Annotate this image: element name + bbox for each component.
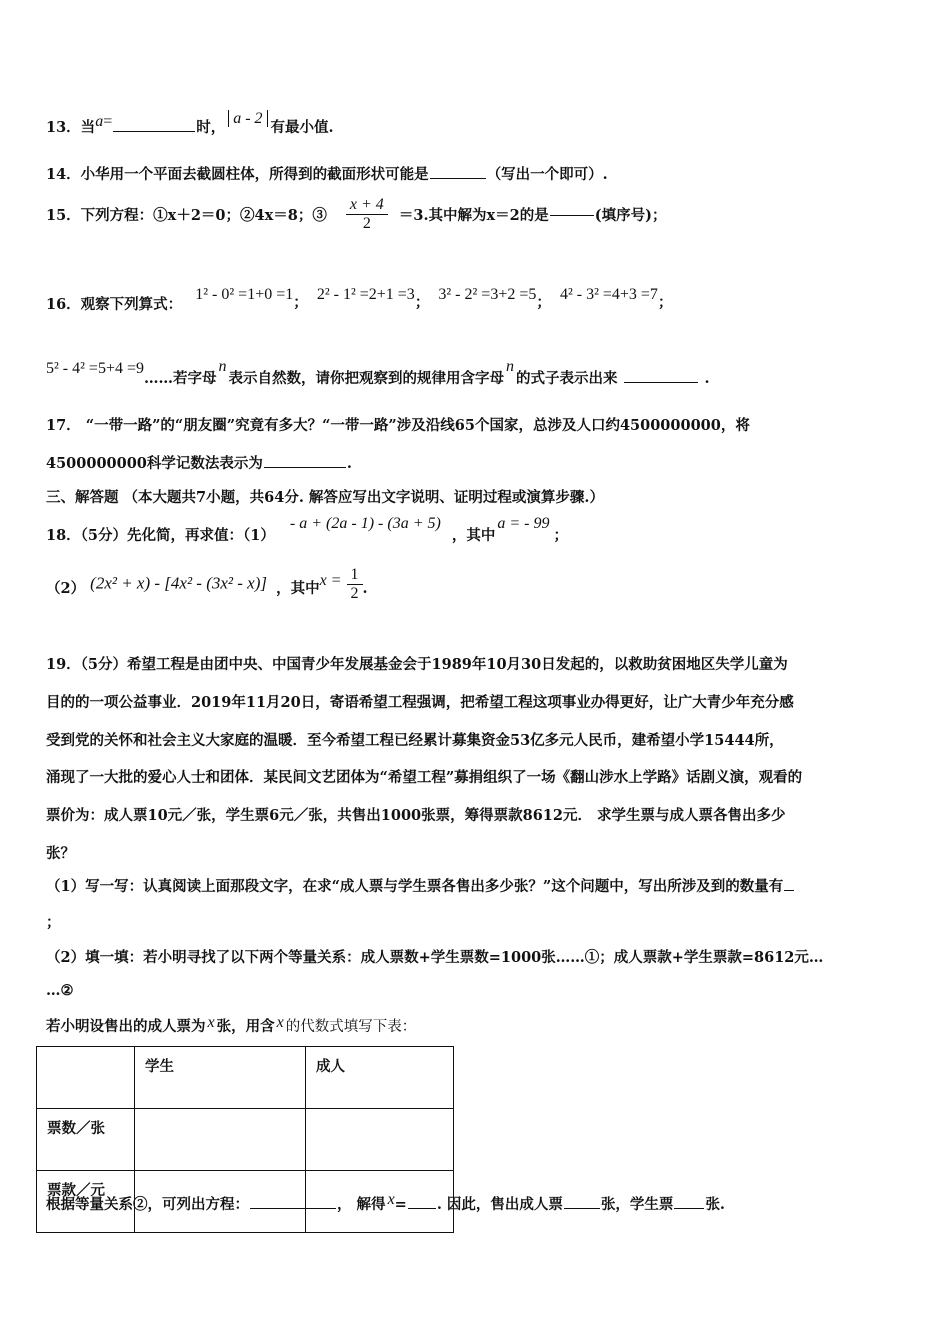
q19-x-blank[interactable]: [408, 1206, 436, 1209]
q19-equation-blank[interactable]: [250, 1206, 336, 1209]
question-18-part-1: [46, 512, 568, 544]
q15-text: 15．下列方程：①x＋2＝0；②4x＝8；③: [46, 207, 327, 224]
table-cell-student-count[interactable]: [135, 1109, 306, 1171]
table-row-label-amount: 票款／元: [37, 1171, 135, 1233]
q15-frac-num: x + 4: [346, 196, 388, 215]
q18-frac-den: 2: [350, 585, 359, 602]
q16-text-2b: 表示自然数，请你把观察到的规律用含字母: [228, 370, 504, 387]
q19-var-x-2: x: [276, 1014, 284, 1031]
q19-var-x-3: x: [387, 1191, 395, 1208]
q19-p1-end: ；: [46, 914, 61, 931]
q19-p3c: 的代数式填写下表：: [285, 1019, 417, 1035]
q18-end-2: .: [362, 579, 368, 597]
question-14: [46, 163, 608, 184]
q19-para-line-1: 19．（5分）希望工程是由团中央、中国青少年发展基金会于1989年10月30日发起的，以救助贫困地区失学儿童为: [46, 656, 788, 673]
q17-line2-text: 4500000000科学记数法表示为: [46, 455, 263, 472]
q19-p1-text: （1）写一写：认真阅读上面那段文字，在求“成人票与学生票各售出多少张？”这个问题中，写出所涉及到的数量有: [46, 878, 784, 895]
q18-fraction: [347, 566, 363, 603]
table-row: [37, 1109, 454, 1171]
q19-final-a: 根据等量关系②，可列出方程：: [46, 1196, 249, 1213]
q13-mid: 时，: [196, 119, 226, 136]
q16-expr-2: 2² - 1² =2+1 =3: [316, 286, 415, 303]
q15-tail2: (填序号)；: [594, 207, 667, 224]
q17-answer-blank[interactable]: [264, 465, 346, 468]
q19-part-3: [46, 1015, 416, 1036]
table-header-student: 学生: [135, 1047, 306, 1109]
q16-text-2c: 的式子表示出来: [516, 370, 618, 387]
q13-var: a: [95, 113, 104, 130]
q16-text-2a: ……若字母: [144, 370, 217, 387]
q19-para-line-3: 受到党的关怀和社会主义大家庭的温暖．至今希望工程已经累计募集资金53亿多元人民币，建希望小学15444所，: [46, 732, 784, 749]
question-17-line-1: 17． “一带一路”的“朋友圈”究竟有多大？“一带一路”涉及沿线65个国家，总涉及人口约4500000000，将: [46, 417, 750, 434]
q16-end: .: [704, 370, 710, 387]
q19-part-1: [46, 875, 795, 896]
q13-abs-expr: a - 2: [228, 110, 267, 127]
q19-p3a: 若小明设售出的成人票为: [46, 1018, 206, 1035]
q16-var-n-2: n: [506, 358, 514, 375]
q18-cond-2a: ，其中: [276, 579, 320, 597]
q18-expr-1: - a + (2a - 1) - (3a + 5): [289, 515, 441, 532]
q16-expr-3: 3² - 2² =3+2 =5: [438, 286, 537, 303]
question-18-part-2: [46, 566, 368, 603]
q19-p3b: 张，用含: [216, 1018, 275, 1035]
q18-expr-2: (2x² + x) - [4x² - (3x² - x)]: [90, 573, 268, 593]
q19-final-f: 张.: [705, 1196, 725, 1213]
q18-cond-1a: ，其中: [451, 527, 496, 544]
table-header-cell-empty: [37, 1047, 135, 1109]
q18-label-2: （2）: [46, 579, 86, 597]
q16-answer-blank[interactable]: [624, 380, 698, 383]
q18-label: 18．（5分）先化简，再求值：（1）: [46, 527, 275, 544]
q19-para-line-4: 涌现了一大批的爱心人士和团体．某民间文艺团体为“希望工程”募捐组织了一场《翻山涉水上学路》话剧义演，观看的: [46, 769, 803, 786]
q15-frac-den: 2: [362, 215, 371, 232]
q18-cond-2b: x =: [319, 571, 342, 589]
q19-p1-blank[interactable]: [784, 888, 794, 891]
q19-part-2: （2）填一填：若小明寻找了以下两个等量关系：成人票数+学生票数=1000张……①；成人票款+学生票款=8612元…: [46, 949, 824, 966]
question-15: [46, 196, 666, 233]
q13-eq: =: [103, 113, 113, 130]
q13-prefix: 13．当: [46, 119, 96, 136]
q16-expr-1: 1² - 0² =1+0 =1: [195, 286, 294, 303]
q19-student-blank[interactable]: [674, 1206, 704, 1209]
q14-answer-blank[interactable]: [430, 176, 486, 179]
q19-var-x-1: x: [207, 1014, 215, 1031]
q13-answer-blank[interactable]: [113, 129, 195, 132]
question-16: 16．观察下列算式： 1² - 0² =1+0 =1； 2² - 1² =2+1 =3； 3² - 2² =3+2 =5； 4² - 3² =4+3 =7；: [46, 286, 673, 313]
q19-final-d: . 因此，售出成人票: [436, 1196, 563, 1213]
q19-final-b: ， 解得: [337, 1196, 386, 1213]
q18-frac-num: 1: [347, 566, 363, 585]
table-row-label-count: 票数／张: [37, 1109, 135, 1171]
q19-final-c: =: [394, 1196, 407, 1213]
question-17-line-2: [46, 452, 352, 473]
q19-final-e: 张，学生票: [600, 1196, 674, 1213]
q14-tail: （写出一个即可）.: [486, 166, 608, 183]
q15-tail: ＝3.其中解为x＝2的是: [398, 207, 549, 224]
table-header-row: [37, 1047, 454, 1109]
question-13: [46, 110, 334, 137]
table-cell-adult-count[interactable]: [306, 1109, 454, 1171]
q16-expr-4: 4² - 3² =4+3 =7: [559, 286, 658, 303]
q17-end: .: [346, 455, 352, 472]
q19-para-line-6: 张？: [46, 845, 75, 862]
q18-cond-1b: a = - 99: [497, 515, 550, 532]
q19-final-line: [46, 1193, 725, 1214]
q19-adult-blank[interactable]: [564, 1206, 600, 1209]
q15-answer-blank[interactable]: [550, 213, 594, 216]
section-3-heading: 三、解答题 （本大题共7小题，共64分. 解答应写出文字说明、证明过程或演算步骤.）: [46, 489, 604, 506]
q18-end-1: ；: [553, 527, 568, 544]
q19-para-line-2: 目的的一项公益事业．2019年11月20日，寄语希望工程强调，把希望工程这项事业办得更好，让广大青少年充分感: [46, 694, 794, 711]
question-16-line-2: [46, 357, 710, 387]
q16-expr-5: 5² - 4² =5+4 =9: [46, 360, 144, 377]
q19-part-2-end: …②: [46, 982, 74, 999]
q15-fraction: [346, 196, 388, 233]
q16-label: 16．观察下列算式：: [46, 296, 183, 313]
q19-para-line-5: 票价为：成人票10元／张，学生票6元／张，共售出1000张票，筹得票款8612元． 求学生票与成人票各售出多少: [46, 807, 786, 824]
q13-suffix: 有最小值.: [270, 119, 334, 136]
q14-text: 14．小华用一个平面去截圆柱体，所得到的截面形状可能是: [46, 166, 429, 183]
table-header-adult: 成人: [306, 1047, 454, 1109]
q16-var-n-1: n: [218, 358, 227, 375]
